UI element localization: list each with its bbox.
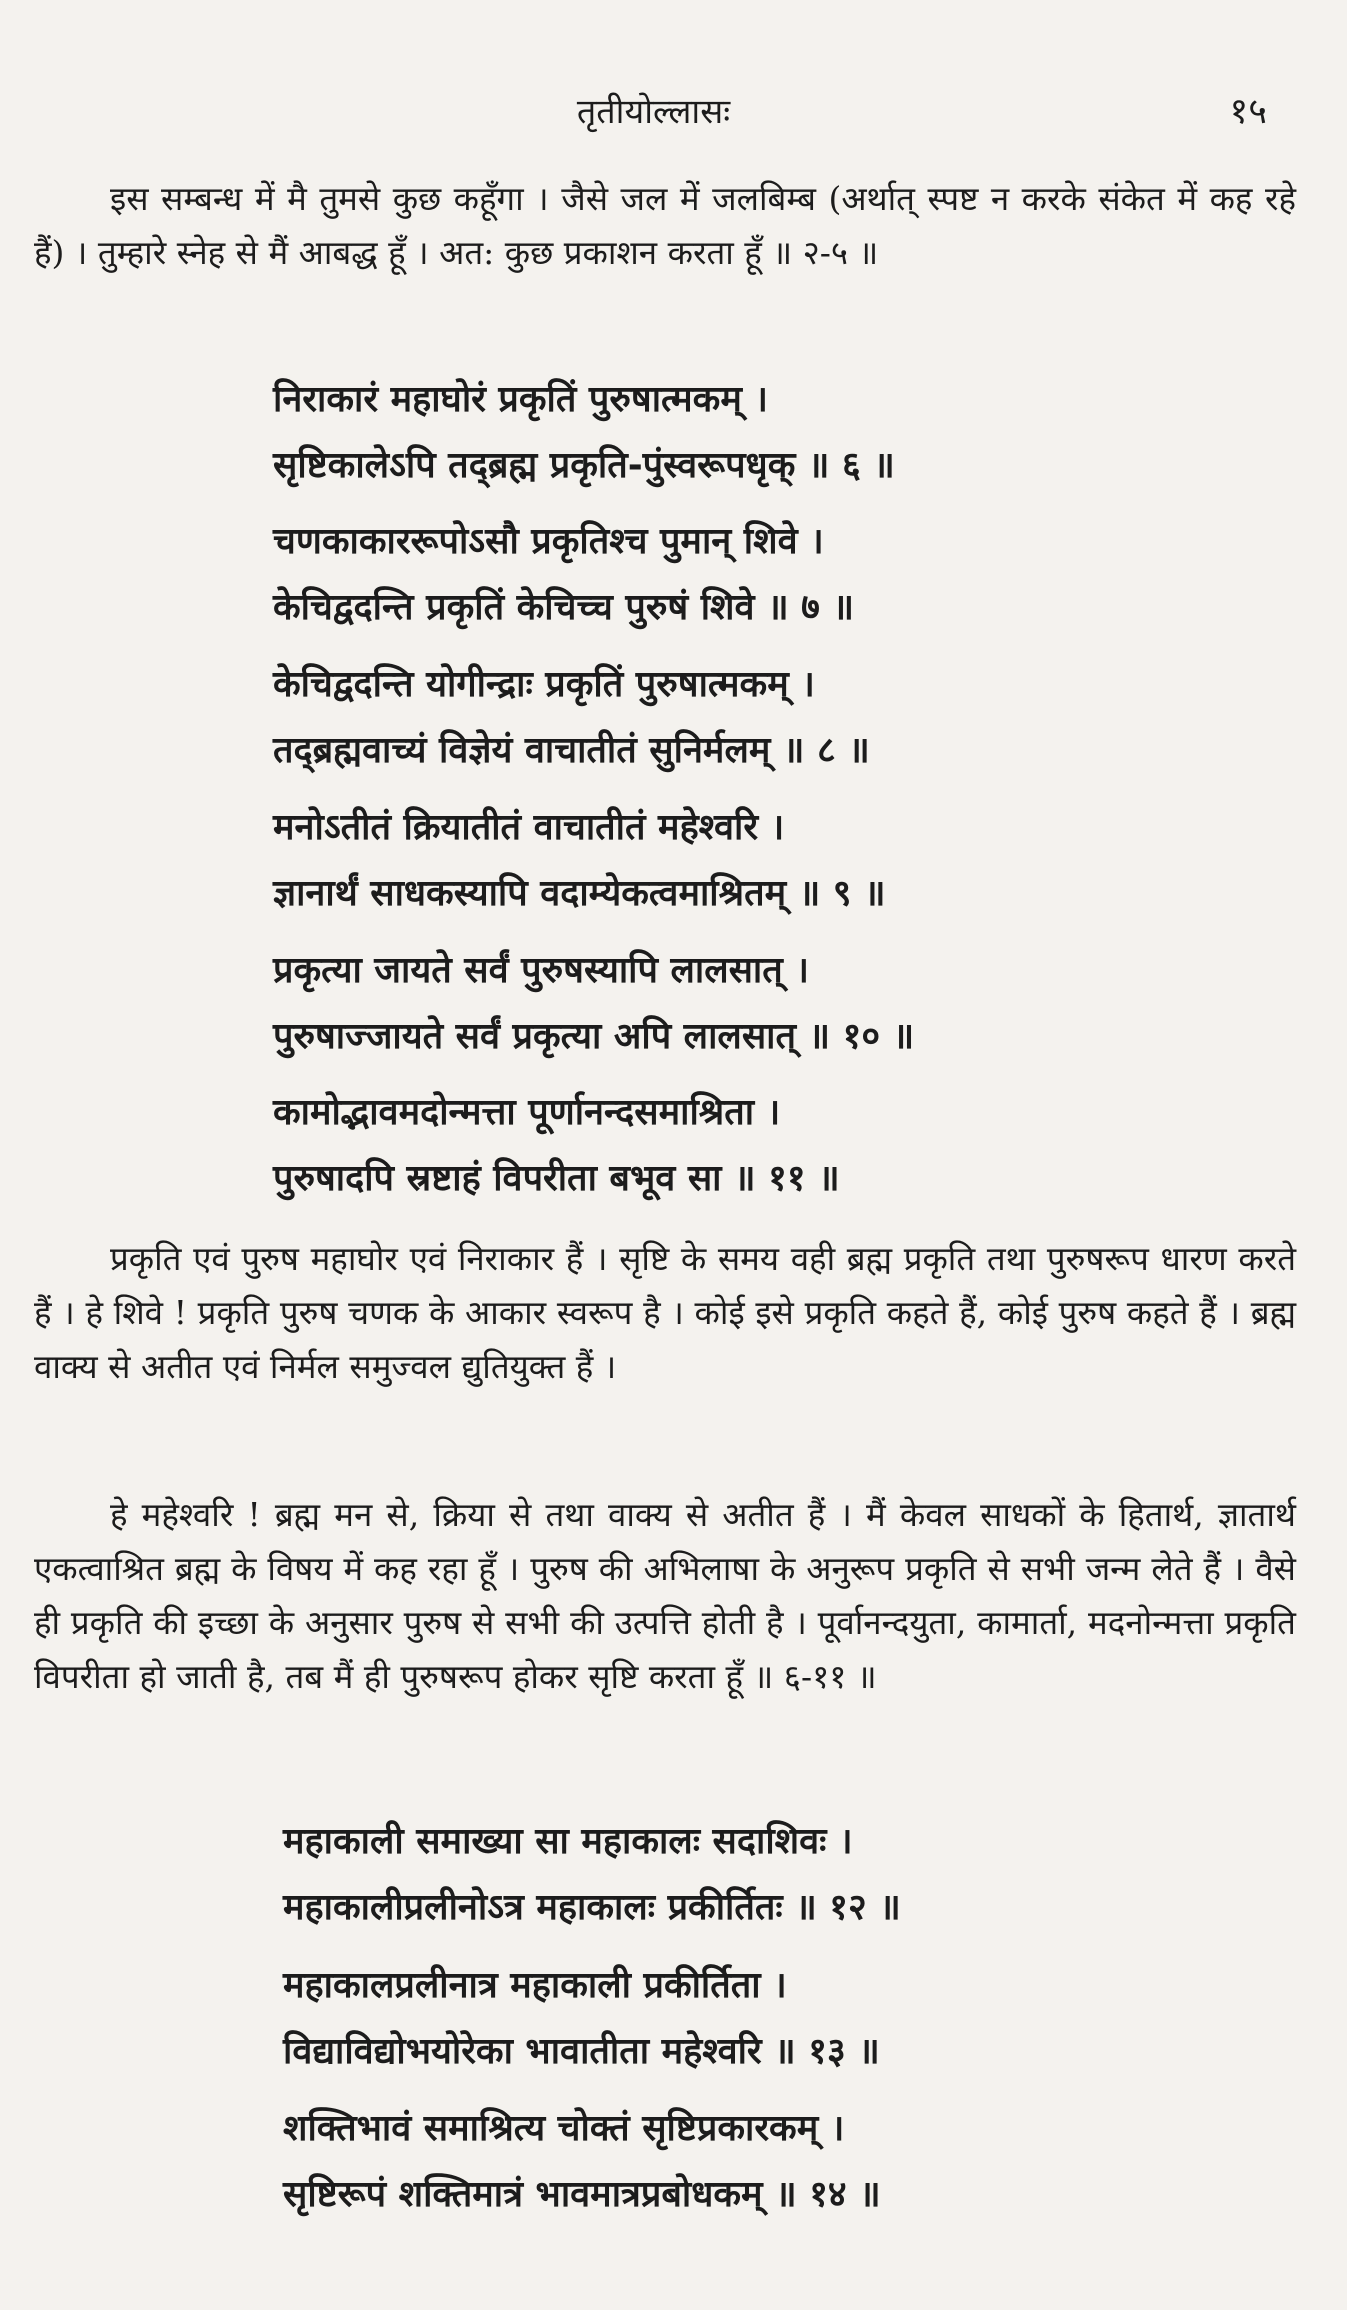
verse-14 bbox=[283, 2096, 881, 2228]
verse-line: पुरुषाज्जायते सर्वं प्रकृत्या अपि लालसात् ॥ १० ॥ bbox=[273, 1016, 915, 1057]
verse-line: महाकालप्रलीनात्र महाकाली प्रकीर्तिता । bbox=[283, 1965, 787, 2006]
verse-line: ज्ञानार्थं साधकस्यापि वदाम्येकत्वमाश्रितम् ॥ ९ ॥ bbox=[273, 873, 886, 914]
verse-12 bbox=[283, 1809, 901, 1941]
verse-line: केचिद्वदन्ति योगीन्द्राः प्रकृतिं पुरुषात्मकम् । bbox=[273, 664, 815, 705]
page-number: १५ bbox=[1229, 91, 1267, 132]
commentary-paragraph: हे महेश्वरि ! ब्रह्म मन से, क्रिया से तथा वाक्य से अतीत हैं । मैं केवल साधकों के हितार्थ, ज्ञातार्थ एकत्वाश्रित ब्रह्म के विषय में कह रहा हूँ । पुरुष की अभिलाषा के अनुरूप प्रकृति से सभी जन्म लेते हैं । वैसे ही प्रकृति की इच्छा के अनुसार पुरुष से सभी की उत्पत्ति होती है । पूर्वानन्दयुता, कामार्ता, मदनोन्मत्ता प्रकृति विपरीता हो जाती है, तब मैं ही पुरुषरूप होकर सृष्टि करता हूँ ॥ ६-११ ॥ bbox=[34, 1495, 1296, 1696]
page-header bbox=[0, 82, 1347, 142]
commentary-paragraph: प्रकृति एवं पुरुष महाघोर एवं निराकार हैं । सृष्टि के समय वही ब्रह्म प्रकृति तथा पुरुषरूप धारण करते हैं । हे शिवे ! प्रकृति पुरुष चणक के आकार स्वरूप है । कोई इसे प्रकृति कहते हैं, कोई पुरुष कहते हैं । ब्रह्म वाक्य से अतीत एवं निर्मल समुज्वल द्युतियुक्त हैं । bbox=[34, 1239, 1296, 1386]
verse-line: कामोद्भावमदोन्मत्ता पूर्णानन्दसमाश्रिता । bbox=[273, 1092, 781, 1133]
verse-line: विद्याविद्योभयोरेका भावातीता महेश्वरि ॥ १३ ॥ bbox=[283, 2031, 880, 2072]
running-title: तृतीयोल्लासः bbox=[576, 92, 731, 132]
verse-line: शक्तिभावं समाश्रित्य चोक्तं सृष्टिप्रकारकम् । bbox=[283, 2108, 845, 2149]
commentary-paragraph: इस सम्बन्ध में मै तुमसे कुछ कहूँगा । जैसे जल में जलबिम्ब (अर्थात् स्पष्ट न करके संकेत में कह रहे हैं) । तुम्हारे स्नेह से मैं आबद्ध हूँ । अत: कुछ प्रकाशन करता हूँ ॥ २-५ ॥ bbox=[34, 179, 1296, 272]
verse-line: महाकाली समाख्या सा महाकालः सदाशिवः । bbox=[283, 1821, 853, 1862]
verse-line: पुरुषादपि स्रष्टाहं विपरीता बभूव सा ॥ ११ ॥ bbox=[273, 1158, 840, 1199]
verse-line: निराकारं महाघोरं प्रकृतिं पुरुषात्मकम् । bbox=[273, 379, 769, 420]
verse-line: मनोऽतीतं क्रियातीतं वाचातीतं महेश्वरि । bbox=[273, 807, 785, 848]
verse-10 bbox=[273, 938, 914, 1070]
verse-line: तद्ब्रह्मवाच्यं विज्ञेयं वाचातीतं सुनिर्मलम् ॥ ८ ॥ bbox=[273, 730, 870, 771]
verse-6 bbox=[273, 367, 895, 499]
verse-line: केचिद्वदन्ति प्रकृतिं केचिच्च पुरुषं शिवे ॥ ७ ॥ bbox=[273, 587, 855, 628]
verse-11 bbox=[273, 1080, 840, 1212]
verse-line: सृष्टिकालेऽपि तद्ब्रह्म प्रकृति-पुंस्वरूपधृक् ॥ ६ ॥ bbox=[273, 445, 895, 486]
verse-8 bbox=[273, 652, 870, 784]
verse-line: सृष्टिरूपं शक्तिमात्रं भावमात्रप्रबोधकम् ॥ १४ ॥ bbox=[283, 2174, 881, 2215]
verse-line: चणकाकाररूपोऽसौ प्रकृतिश्च पुमान् शिवे । bbox=[273, 521, 824, 562]
verse-13 bbox=[283, 1953, 880, 2085]
verse-9 bbox=[273, 795, 886, 927]
verse-line: महाकालीप्रलीनोऽत्र महाकालः प्रकीर्तितः ॥ १२ ॥ bbox=[283, 1887, 901, 1928]
verse-line: प्रकृत्या जायते सर्वं पुरुषस्यापि लालसात् । bbox=[273, 950, 809, 991]
verse-7 bbox=[273, 509, 854, 641]
